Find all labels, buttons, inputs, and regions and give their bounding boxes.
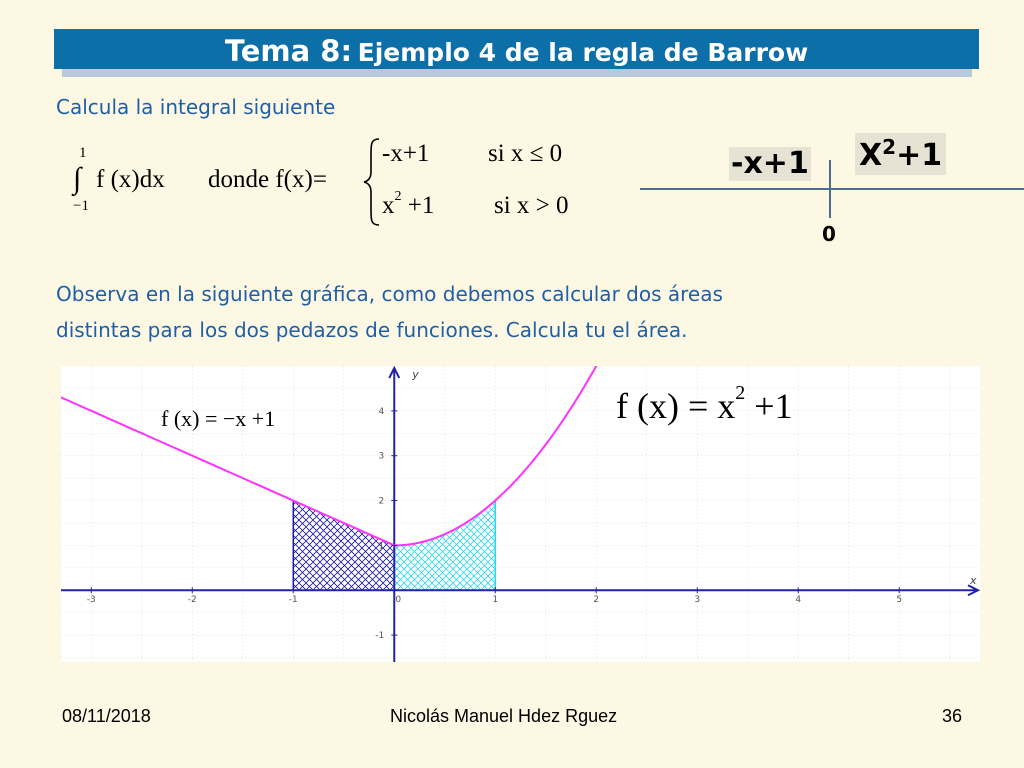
number-line-right-label — [855, 133, 946, 175]
x-tick-label: 3 — [694, 595, 701, 606]
integrand: f (x)dx — [96, 166, 165, 193]
footer-page-number: 36 — [942, 706, 963, 726]
graph-label-right-rest: +1 — [745, 386, 793, 426]
title-subject: Ejemplo 4 de la regla de Barrow — [357, 38, 809, 67]
split-point-label: 0 — [822, 222, 836, 246]
x-axis-name: x — [970, 574, 977, 588]
slide-title — [54, 30, 979, 70]
right-label-exponent: 2 — [882, 135, 897, 159]
x-tick-label: 5 — [896, 595, 903, 606]
x-tick-label: -1 — [288, 595, 298, 606]
x-tick-label: 4 — [795, 595, 802, 606]
x-tick-label: 2 — [593, 595, 600, 606]
title-topic: Tema 8: — [224, 34, 353, 68]
case2-base: x — [382, 192, 395, 219]
case2-rest: +1 — [401, 192, 435, 219]
graph-label-left-function: f (x) = −x +1 — [161, 406, 276, 431]
y-tick-label: 2 — [378, 496, 385, 507]
number-line — [640, 188, 1024, 190]
x-tick-label: 0 — [395, 595, 402, 606]
y-tick-label: 3 — [378, 451, 385, 462]
x-tick-label: -2 — [187, 595, 197, 606]
observation-line-1: Observa en la siguiente gráfica, como debemos calcular dos áreas — [56, 282, 723, 306]
graph-label-right-exponent: 2 — [735, 382, 746, 404]
integral-upper-limit: 1 — [79, 145, 87, 161]
donde-label: donde f(x)= — [208, 166, 327, 193]
x-tick-label: 1 — [492, 595, 499, 606]
number-line-left-label: -x+1 — [731, 146, 809, 181]
footer-author: Nicolás Manuel Hdez Rguez — [390, 706, 618, 726]
y-tick-label: 4 — [378, 406, 385, 417]
y-tick-label: -1 — [375, 631, 385, 642]
footer-date: 08/11/2018 — [62, 706, 151, 726]
case2-condition: si x > 0 — [494, 192, 569, 219]
observation-line-2: distintas para los dos pedazos de funciones. Calcula tu el área. — [56, 318, 688, 342]
y-tick-label: 1 — [378, 541, 385, 552]
right-label-base: X — [859, 138, 883, 173]
graph-label-right-base: f (x) = x — [616, 386, 736, 426]
integral-lower-limit: −1 — [73, 198, 89, 214]
function-graph — [61, 366, 980, 662]
x-tick-label: -3 — [86, 595, 96, 606]
piecewise-brace — [362, 136, 382, 228]
graph-label-right-function — [616, 382, 793, 426]
case2-exponent: 2 — [394, 188, 402, 204]
integral-sign: ∫ — [73, 162, 82, 195]
y-axis-name: y — [412, 368, 419, 381]
right-label-rest: +1 — [896, 138, 943, 173]
split-marker-line — [829, 160, 831, 218]
instruction-text: Calcula la integral siguiente — [56, 95, 336, 119]
case1-expression: -x+1 — [382, 140, 430, 167]
case2-expression — [382, 188, 435, 219]
case1-condition: si x ≤ 0 — [488, 140, 563, 167]
